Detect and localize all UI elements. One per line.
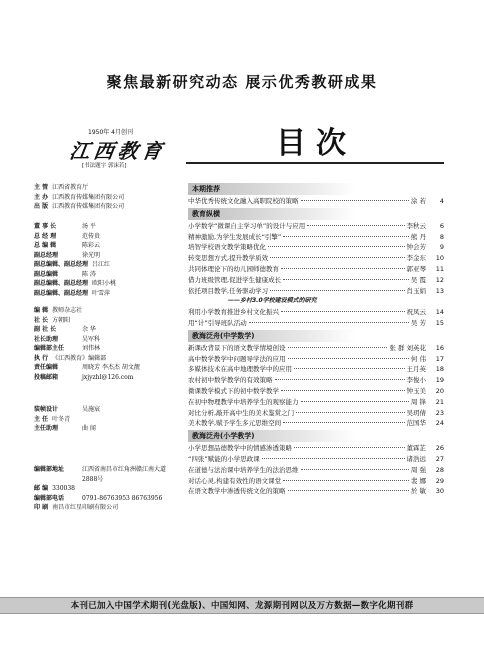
toc-entry-author: 张 群 刘英花 (389, 343, 426, 352)
info-row (34, 484, 166, 494)
toc-entry[interactable] (188, 408, 444, 419)
toc-entry[interactable] (188, 318, 444, 329)
toc-entry-title: 依托项目教学,任务驱动学习 (188, 286, 269, 295)
toc-entry-page: 30 (435, 487, 444, 496)
toc-entry-title: 利用小学教育推进乡村文化振兴 (188, 308, 279, 317)
toc-entry-title: 多媒体技术在高中地理教学中的应用 (188, 365, 292, 374)
toc-entry-author: 何 伟 (410, 354, 426, 363)
contact-info (34, 465, 166, 513)
toc-leader-dots (249, 322, 409, 323)
toc-entry-title: 转变思想方式,提升教学质效 (188, 254, 269, 263)
toc-entry-page: 6 (439, 221, 444, 230)
toc-entry[interactable] (188, 307, 444, 318)
info-row (34, 193, 124, 203)
toc-leader-dots (296, 412, 404, 413)
toc-entry-author: 王月英 (406, 365, 426, 374)
info-value: 江西教育传媒集团有限公司 (52, 203, 125, 210)
toc-entry-author: 祝凤云 (406, 308, 426, 317)
toc-entry-title: 用“计”引导班队活动 (188, 318, 247, 327)
toc-section-heading: 教海泛舟(中学数学) (188, 330, 356, 342)
info-row (34, 405, 100, 415)
toc-entry[interactable] (188, 375, 444, 386)
toc-entry-title: 在道德与法治课中培养学生的法治思维 (188, 465, 299, 474)
info-value: 《江西教育》编辑部 (52, 354, 107, 362)
info-value: 周晓芳 李杰杰 胡文靓 (82, 364, 140, 371)
toc-entry[interactable] (188, 354, 444, 365)
info-label: 印 刷 (34, 504, 49, 511)
info-row (34, 325, 140, 335)
info-label: 责任编辑 (34, 364, 59, 371)
slogan: 聚焦最新研究动态 展示优秀教研成果 (106, 73, 378, 91)
calligraphy-note: [书法题字 郭沫若] (82, 163, 127, 169)
toc-entry-author: 於 敏 (410, 487, 426, 496)
toc-entry[interactable] (188, 264, 444, 275)
info-label: 邮 编 (34, 485, 49, 492)
info-value: 余 华 (82, 326, 96, 333)
info-value: 吴施宸 (82, 406, 101, 413)
info-value: 江西省教育厅 (52, 184, 89, 191)
info-row (34, 289, 116, 299)
toc-leader-dots (294, 368, 405, 369)
info-label: 编辑部主任 (34, 345, 65, 352)
toc-entry-author: 涂 若 (410, 197, 426, 205)
table-of-contents (188, 182, 444, 497)
toc-entry-author: 钟玉美 (406, 386, 426, 395)
toc-entry[interactable] (188, 476, 444, 487)
toc-entry-page: 8 (439, 232, 444, 241)
toc-entry[interactable] (188, 465, 444, 476)
toc-entry-page: 19 (435, 376, 444, 385)
toc-entry-page: 15 (435, 318, 444, 327)
info-value: 江西省南昌市红角洲赣江南大道 (82, 466, 167, 473)
info-value: 徐光明 (82, 251, 101, 259)
toc-entry[interactable] (188, 232, 444, 243)
toc-entry-author: 李秋云 (406, 221, 426, 230)
toc-entry-author: 吴玥倩 (406, 408, 426, 417)
info-label: 主 任 (34, 415, 49, 423)
info-row (34, 335, 140, 345)
toc-leader-dots (270, 257, 404, 258)
toc-entry-title: 精神激励,为学生发展成长“引擎” (188, 232, 282, 241)
toc-leader-dots (288, 347, 388, 348)
footer-banner: 本刊已加入中国学术期刊(光盘版)、中国知网、龙源期刊网以及万方数据—数字化期刊群 (0, 597, 484, 614)
info-value: 吴军科 (82, 335, 101, 343)
editorial-staff (34, 306, 140, 382)
info-row (34, 475, 166, 485)
toc-entry-page: 24 (435, 419, 444, 428)
info-value: 南昌市红星印刷有限公司 (52, 504, 119, 511)
toc-entry-page: 26 (435, 444, 444, 453)
info-value[interactable]: jxjyzhl@126.com (82, 373, 134, 381)
toc-leader-dots (283, 236, 409, 237)
toc-entry[interactable] (188, 486, 444, 497)
toc-entry[interactable] (188, 275, 444, 286)
info-value: 方朝阳 (52, 316, 71, 324)
toc-entry-author: 范国华 (406, 419, 426, 428)
toc-entry-page: 23 (435, 408, 444, 417)
toc-leader-dots (281, 311, 405, 312)
toc-leader-dots (288, 490, 409, 491)
design-info (34, 405, 100, 434)
info-label: 董 事 长 (34, 223, 57, 230)
info-value: 叶雪萍 (92, 289, 111, 297)
toc-entry[interactable] (188, 386, 444, 397)
toc-leader-dots (283, 279, 409, 280)
toc-entry-author: 吴 芳 (410, 318, 426, 327)
toc-entry[interactable] (188, 397, 444, 408)
toc-entry[interactable] (188, 196, 444, 207)
toc-leader-dots (270, 290, 404, 291)
info-row (34, 465, 166, 475)
toc-entry-page: 14 (435, 308, 444, 317)
toc-section-heading: 教育纵横 (188, 208, 356, 220)
info-label: 副总编辑 (34, 270, 59, 278)
info-row (34, 316, 140, 326)
toc-leader-dots (294, 447, 405, 448)
info-value: 刘伟林 (82, 345, 101, 352)
info-value: 0791-86763953 86763956 (82, 494, 163, 502)
info-row (34, 260, 116, 270)
toc-entry-title: 美术教学,赋予学生多元思维空间 (188, 419, 282, 428)
info-label: 编 辑 (34, 307, 49, 314)
toc-entry-title: 借力班级管理,促进学生健康成长 (188, 275, 282, 284)
toc-entry-page: 17 (435, 354, 444, 363)
toc-entry-author: 周 锋 (410, 397, 426, 406)
toc-leader-dots (268, 246, 405, 247)
founded-date: 1950年 4月创刊 (88, 129, 133, 136)
info-label: 社 长 (34, 316, 49, 324)
toc-entry[interactable] (188, 364, 444, 375)
toc-entry-page: 11 (435, 264, 444, 273)
info-value: 陈彩云 (82, 242, 101, 249)
info-label: 投稿邮箱 (34, 373, 59, 381)
info-row (34, 373, 140, 383)
toc-leader-dots (307, 225, 404, 226)
toc-entry-title: 农村初中数学教学的有效策略 (188, 376, 273, 385)
toc-entry[interactable] (188, 454, 444, 465)
info-label: 编辑部地址 (34, 466, 65, 473)
info-label: 主任助理 (34, 425, 59, 432)
info-value: 江西教育传媒集团有限公司 (52, 193, 125, 201)
info-row (34, 251, 116, 261)
info-label: 副总经理 (34, 251, 59, 259)
toc-entry-page: 29 (435, 476, 444, 485)
toc-entry-author: 周 强 (410, 465, 426, 474)
toc-entry[interactable] (188, 242, 444, 253)
toc-entry[interactable] (188, 221, 444, 232)
info-label: 装帧设计 (34, 406, 59, 413)
info-row (34, 494, 166, 504)
magazine-logo: 江西教育 (68, 139, 168, 163)
toc-leader-dots (281, 268, 405, 269)
info-row (34, 344, 140, 354)
info-row (34, 279, 116, 289)
toc-entry-author: 钟会芳 (406, 243, 426, 252)
info-value: 叶冬青 (52, 415, 71, 423)
toc-entry-page: 18 (435, 365, 444, 374)
editorial-board (34, 222, 116, 298)
toc-entry-page: 27 (435, 454, 444, 463)
info-value: 曲 闻 (82, 425, 96, 432)
info-row (34, 202, 124, 212)
toc-divider (186, 162, 444, 164)
toc-entry-title: 对话心灵,构建有效性的语文课堂 (188, 476, 282, 485)
info-value: 范传贵 (82, 232, 101, 240)
toc-entry-title: 小学思想品德教学中的情感渗透策略 (188, 444, 292, 453)
toc-entry[interactable] (188, 443, 444, 454)
toc-section-heading: 教海泛舟(小学教学) (188, 430, 356, 442)
info-row (34, 424, 100, 434)
toc-entry-title: 共同体理论下的幼儿园师德教育 (188, 264, 279, 273)
toc-entry-title: 对比分析,敲开高中生的美术鉴赏之门 (188, 408, 295, 417)
toc-entry-page: 16 (435, 343, 444, 352)
toc-entry[interactable] (188, 253, 444, 264)
info-row (34, 183, 124, 193)
toc-entry-page: 12 (435, 275, 444, 284)
info-row (34, 270, 116, 280)
toc-entry-title: 在初中物理教学中培养学生的观察能力 (188, 397, 299, 406)
toc-entry-title: 微课教学模式下的初中数学教学 (188, 386, 279, 395)
info-row (34, 503, 166, 513)
info-label: 出 版 (34, 203, 49, 210)
toc-entry-title: 新课改背景下的语文教学情境创设 (188, 343, 286, 352)
toc-leader-dots (281, 390, 405, 391)
info-label: 执 行 (34, 354, 49, 362)
toc-entry-author: 李金东 (406, 254, 426, 263)
info-value: 2888号 (82, 475, 104, 483)
info-row (34, 232, 116, 242)
toc-entry-page: 13 (435, 286, 444, 295)
toc-entry-page: 9 (439, 243, 444, 252)
info-row (34, 415, 100, 425)
toc-entry-page: 10 (435, 254, 444, 263)
info-row (34, 363, 140, 373)
toc-leader-dots (301, 401, 409, 402)
toc-entry-author: 熊 丹 (410, 232, 426, 241)
toc-entry-author: 裴 娜 (410, 476, 426, 485)
toc-leader-dots (275, 379, 405, 380)
info-label (34, 475, 82, 485)
info-value: 吕江红 (92, 261, 111, 268)
info-label: 主 办 (34, 193, 49, 201)
info-value: 欧阳小桃 (92, 280, 117, 287)
toc-entry-page: 20 (435, 386, 444, 395)
toc-title: 目次 (276, 126, 356, 161)
info-label: 副总编辑、副总经理 (34, 289, 89, 297)
toc-leader-dots (301, 469, 409, 470)
info-row (34, 306, 140, 316)
toc-entry[interactable] (188, 343, 444, 354)
info-label: 总 经 理 (34, 232, 57, 240)
toc-leader-dots (283, 422, 404, 423)
toc-subheading: ——乡村3.0学校建设模式的研究 (228, 297, 317, 305)
info-label: 主 管 (34, 184, 49, 191)
info-row (34, 354, 140, 364)
publisher-info (34, 183, 124, 212)
toc-entry[interactable] (188, 286, 444, 297)
info-value: 汤 平 (82, 223, 96, 230)
toc-leader-dots (262, 458, 405, 459)
toc-leader-dots (288, 358, 409, 359)
toc-entry-title: “四张”赋能的小学思政课 (188, 454, 260, 463)
info-row (34, 241, 116, 251)
toc-entry-author: 郭亚琴 (406, 264, 426, 273)
toc-leader-dots (283, 480, 409, 481)
info-row (34, 222, 116, 232)
toc-entry-title: 高中数学教学中问题导学法的应用 (188, 354, 286, 363)
toc-entry-page: 21 (435, 397, 444, 406)
info-label: 副总编辑、副总经理 (34, 280, 89, 287)
toc-entry-author: 李俊小 (406, 376, 426, 385)
info-value: 330038 (52, 485, 75, 492)
toc-entry-page: 28 (435, 465, 444, 474)
info-value: 陈 涛 (82, 270, 96, 278)
toc-entry-author: 董霖芷 (406, 444, 426, 453)
info-label: 副 社 长 (34, 326, 57, 333)
toc-entry-author: 肖玉娟 (406, 286, 426, 295)
toc-entry-title: 培智学校语文教学策略优化 (188, 243, 266, 252)
toc-entry-title: 在语文教学中渗透传统文化的策略 (188, 487, 286, 496)
toc-entry-title: 中华优秀传统文化融入高职院校的策略 (188, 197, 299, 205)
toc-section-heading: 本期推荐 (188, 183, 356, 195)
toc-entry[interactable] (188, 418, 444, 429)
info-label: 编辑部电话 (34, 494, 65, 502)
toc-leader-dots (301, 200, 409, 201)
toc-entry-page: 4 (439, 197, 444, 205)
info-label: 总 编 辑 (34, 242, 57, 249)
info-label: 社长助理 (34, 335, 59, 343)
toc-entry-author: 吴 霞 (410, 275, 426, 284)
toc-entry-author: 诸浩远 (406, 454, 426, 463)
info-value: 教师杂志社 (52, 307, 83, 314)
toc-entry-title: 小学数学“微课自主学习单”的设计与应用 (188, 221, 306, 230)
info-label: 副总编辑、副总经理 (34, 261, 89, 268)
